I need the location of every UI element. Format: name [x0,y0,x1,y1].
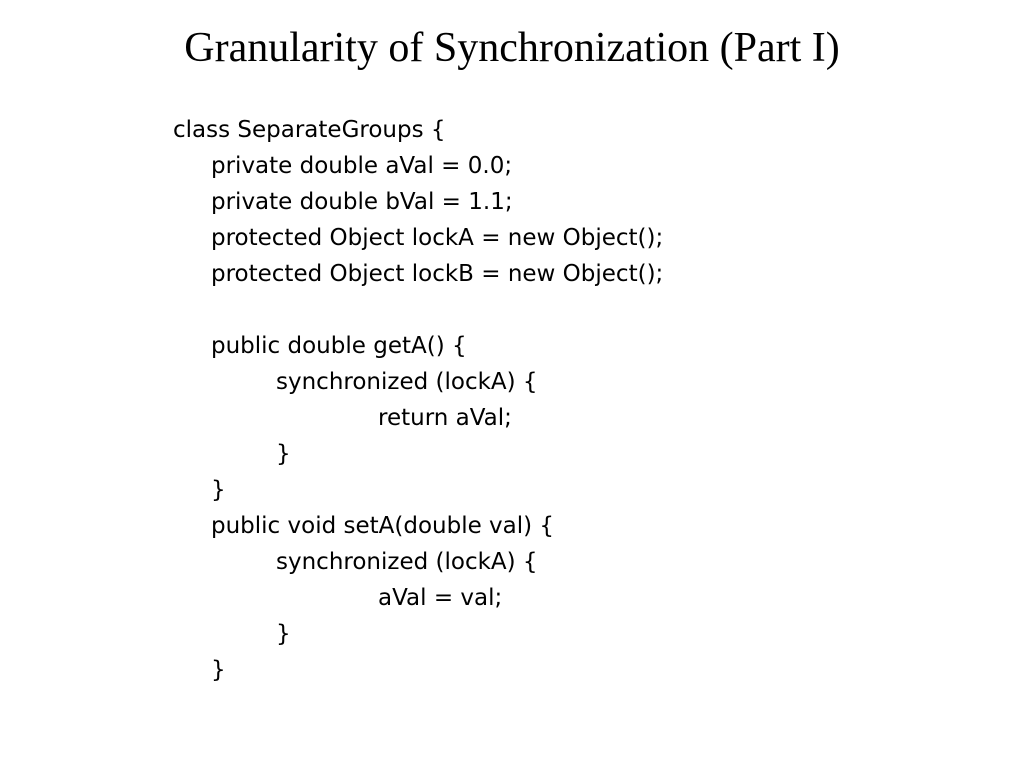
code-line: synchronized (lockA) { [276,369,538,395]
slide-title: Granularity of Synchronization (Part I) [184,25,840,71]
code-line: private double bVal = 1.1; [211,189,513,215]
code-line: class SeparateGroups { [173,117,446,143]
code-line: private double aVal = 0.0; [211,153,513,179]
code-line: protected Object lockB = new Object(); [211,261,664,287]
code-line: } [211,657,226,683]
code-line: public double getA() { [211,333,467,359]
code-line: synchronized (lockA) { [276,549,538,575]
code-line: protected Object lockA = new Object(); [211,225,664,251]
code-line: aVal = val; [378,585,503,611]
code-line: } [211,477,226,503]
code-line: return aVal; [378,405,512,431]
code-line-blank [173,292,873,328]
code-line: } [276,621,291,647]
code-line: public void setA(double val) { [211,513,555,539]
code-block [173,112,873,688]
code-line: } [276,441,291,467]
